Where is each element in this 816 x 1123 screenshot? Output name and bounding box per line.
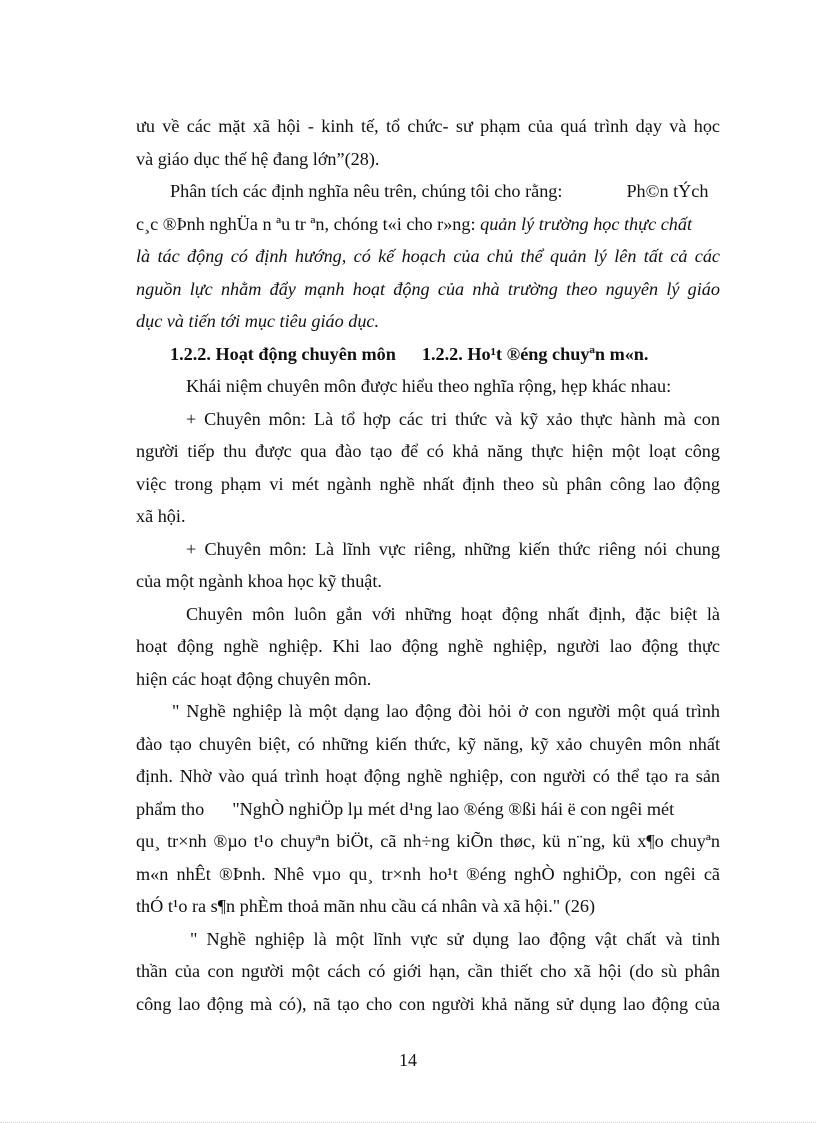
paragraph-4-line-1: + Chuyên môn: Là tổ hợp các tri thức và kỹ xảo thực hành mà con — [186, 408, 720, 429]
paragraph-5-line-1: + Chuyên môn: Là lĩnh vực riêng, những kiến thức riêng nói chung — [186, 538, 720, 559]
paragraph-6-line-2: hoạt động nghề nghiệp. Khi lao động nghề nghiệp, người lao động thực — [136, 636, 720, 656]
heading-garbled: 1.2.2. Ho¹t ®éng chuyªn m«n. — [421, 343, 649, 364]
paragraph-7-line-3: định. Nhờ vào quá trình hoạt động nghề nghiệp, con người có thể tạo ra sản — [136, 766, 720, 786]
paragraph-7-line-1: " Nghề nghiệp là một dạng lao động đòi hỏi ở con người một quá trình — [172, 701, 720, 721]
paragraph-2-garbled-fragment: Ph©n tÝch — [626, 181, 709, 201]
paragraph-2-line-4: nguồn lực nhằm đẩy mạnh hoạt động của nhà trường theo nguyên lý giáo — [136, 278, 720, 299]
paragraph-2-lead: Phân tích các định nghĩa nêu trên, chúng tôi cho rằng: — [170, 181, 563, 201]
paragraph-7-line-2: đào tạo chuyên biệt, có những kiến thức, kỹ năng, kỹ xảo chuyên môn nhất — [136, 733, 720, 754]
paragraph-8-line-2: thần của con người một cách có giới hạn, cần thiết cho xã hội (do sù phân — [136, 961, 720, 981]
paragraph-6-line-3: hiện các hoạt động chuyên môn. — [136, 668, 372, 689]
paragraph-7-tail: thoả mãn nhu cầu cá nhân và xã hội." (26) — [287, 896, 596, 916]
paragraph-4-line-4: xã hội. — [136, 506, 186, 526]
paragraph-2-line-2 — [136, 208, 720, 241]
body-text — [136, 110, 720, 1020]
paragraph-2-line-3: là tác động có định hướng, có kế hoạch của chủ thể quản lý lên tất cả các — [136, 246, 720, 266]
paragraph-7-garbled-tail: thÓ t¹o ra s¶n phÈm — [136, 896, 284, 916]
paragraph-2-line-1 — [136, 175, 720, 208]
paragraph-8-line-3: công lao động mà có), nã tạo cho con người khả năng sử dụng lao động của — [136, 993, 720, 1014]
section-heading — [136, 338, 720, 371]
paragraph-1-line-2: và giáo dục thế hệ đang lớn”(28). — [136, 148, 380, 169]
paragraph-7-line-4 — [136, 793, 720, 826]
paragraph-2-italic-start: quản lý trường học thực chất — [480, 213, 693, 234]
paragraph-8-line-1: " Nghề nghiệp là một lĩnh vực sử dụng lao động vật chất và tinh — [190, 928, 720, 949]
paragraph-5-line-2: của một ngành khoa học kỹ thuật. — [136, 571, 382, 591]
page-number: 14 — [399, 1050, 417, 1070]
paragraph-3: Khái niệm chuyên môn được hiểu theo nghĩa rộng, hẹp khác nhau: — [186, 376, 672, 396]
paragraph-1-line-1: ưu về các mặt xã hội - kinh tế, tổ chức- sư phạm của quá trình dạy và học — [136, 116, 720, 136]
paragraph-7-line-6: m«n nhÊt ®Þnh. Nhê vµo qu¸ tr×nh ho¹t ®éng nghÒ nghiÖp, con ngêi cã — [136, 863, 720, 884]
paragraph-2-garbled-line: c¸c ®Þnh nghÜa n ªu tr ªn, chóng t«i cho r»ng: — [136, 213, 476, 234]
paragraph-4-line-3: việc trong phạm vi mét ngành nghề nhất định theo sù phân công lao động — [136, 473, 720, 494]
paragraph-7-line-7 — [136, 890, 720, 923]
paragraph-7-lead: phẩm tho — [136, 798, 205, 819]
paragraph-2-line-5: dục và tiến tới mục tiêu giáo dục. — [136, 311, 380, 331]
paragraph-7-garbled-line-1: "NghÒ nghiÖp lµ mét d¹ng lao ®éng ®ßi hái ë con ngêi mét — [232, 798, 675, 819]
paragraph-7-line-5: qu¸ tr×nh ®µo t¹o chuyªn biÖt, cã nh÷ng kiÕn thøc, kü n¨ng, kü x¶o chuyªn — [136, 831, 720, 851]
paragraph-4-line-2: người tiếp thu được qua đào tạo để có khả năng thực hiện một loạt công — [136, 441, 720, 461]
heading-title: 1.2.2. Hoạt động chuyên môn — [170, 343, 396, 364]
paragraph-6-line-1: Chuyên môn luôn gắn với những hoạt động nhất định, đặc biệt là — [186, 603, 720, 624]
